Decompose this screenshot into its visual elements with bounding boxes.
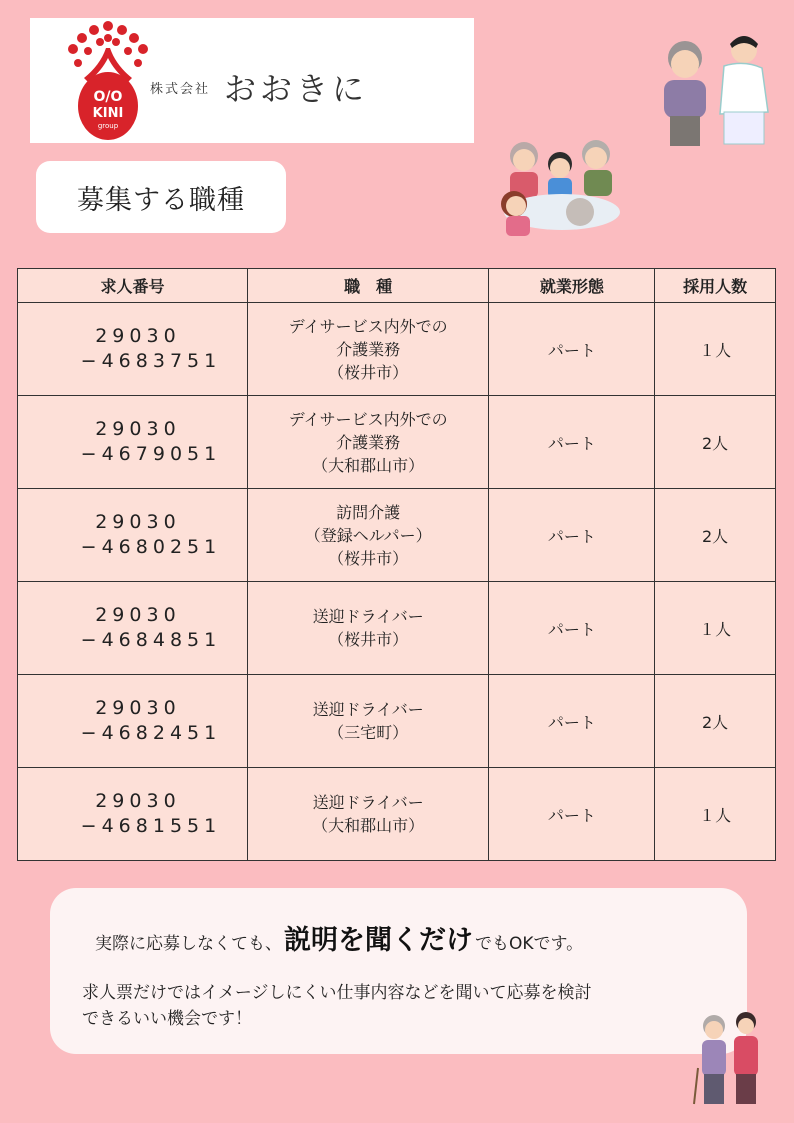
job-number-suffix: −4682451 [80, 722, 222, 744]
job-number-cell [18, 675, 248, 768]
notice-post: でもOKです。 [475, 934, 584, 954]
notice-pre: 実際に応募しなくても、 [95, 934, 282, 954]
job-title-cell [247, 396, 489, 489]
emblem-sub: KINI [92, 106, 124, 121]
job-location: （大和郡山市） [312, 455, 425, 475]
job-title-cell [247, 675, 489, 768]
notice-line-2a: 求人票だけではイメージしにくい仕事内容などを聞いて応募を検討 [82, 983, 592, 1003]
job-number-suffix: −4684851 [80, 629, 222, 651]
job-title-line: デイサービス内外での [288, 316, 448, 336]
hire-count-cell: 2人 [655, 396, 776, 489]
job-location: （桜井市） [328, 630, 409, 649]
job-number-cell [18, 303, 248, 396]
employment-type-cell: パート [489, 675, 655, 768]
job-title-line: デイサービス内外での [288, 409, 448, 429]
notice-line-1 [95, 918, 583, 957]
job-title-line: 送迎ドライバー [312, 700, 424, 719]
caregiver-elderly-illustration [650, 22, 778, 150]
job-table [17, 268, 776, 861]
company-logo-box [30, 18, 474, 143]
hire-count-cell: 2人 [655, 675, 776, 768]
job-number-suffix: −4683751 [80, 350, 222, 372]
notice-highlight: 説明を聞くだけ [284, 925, 473, 956]
header-count: 採用人数 [655, 269, 776, 303]
job-title-line: （登録ヘルパー） [304, 525, 432, 545]
emblem-group: group [97, 122, 119, 130]
job-number-suffix: −4681551 [80, 815, 222, 837]
notice-line-2b: できるいい機会です！ [82, 1009, 252, 1029]
job-number-prefix: 29030 [95, 604, 181, 626]
job-location: （三宅町） [328, 723, 409, 742]
job-title-line: 介護業務 [336, 432, 401, 452]
job-number-cell [18, 396, 248, 489]
job-title-line: 介護業務 [336, 339, 401, 359]
emblem-text: O/O [93, 89, 123, 105]
table-row [18, 489, 776, 582]
job-number-prefix: 29030 [95, 418, 181, 440]
job-number-suffix: −4680251 [80, 536, 222, 558]
job-title-line: 送迎ドライバー [312, 793, 424, 812]
hire-count-cell: １人 [655, 303, 776, 396]
job-number-prefix: 29030 [95, 697, 181, 719]
notice-line-2 [82, 980, 592, 1032]
company-name [150, 64, 368, 110]
table-row [18, 303, 776, 396]
header-number: 求人番号 [18, 269, 248, 303]
employment-type-cell: パート [489, 303, 655, 396]
tree-logo-icon [58, 18, 158, 143]
table-header-row [18, 269, 776, 303]
job-number-cell [18, 489, 248, 582]
employment-type-cell: パート [489, 582, 655, 675]
table-row [18, 675, 776, 768]
job-title-line: 訪問介護 [336, 502, 401, 522]
employment-type-cell: パート [489, 768, 655, 861]
header-type: 就業形態 [489, 269, 655, 303]
job-title-cell [247, 582, 489, 675]
job-title-cell [247, 303, 489, 396]
job-location: （桜井市） [328, 548, 409, 568]
company-prefix: 株式会社 [150, 81, 211, 97]
job-title-line: 送迎ドライバー [312, 607, 424, 626]
job-number-cell [18, 582, 248, 675]
notice-box [50, 888, 747, 1054]
job-title-cell [247, 489, 489, 582]
employment-type-cell: パート [489, 396, 655, 489]
job-location: （大和郡山市） [312, 816, 425, 835]
header-job: 職 種 [247, 269, 489, 303]
table-row [18, 582, 776, 675]
job-number-prefix: 29030 [95, 790, 181, 812]
employment-type-cell: パート [489, 489, 655, 582]
walking-elderly-illustration [690, 1008, 770, 1108]
job-number-prefix: 29030 [95, 511, 181, 533]
table-row [18, 396, 776, 489]
job-number-cell [18, 768, 248, 861]
hire-count-cell: 2人 [655, 489, 776, 582]
hire-count-cell: １人 [655, 768, 776, 861]
job-number-suffix: −4679051 [80, 443, 222, 465]
hire-count-cell: １人 [655, 582, 776, 675]
group-table-illustration [496, 130, 621, 240]
job-title-cell [247, 768, 489, 861]
section-title: 募集する職種 [36, 161, 286, 233]
job-number-prefix: 29030 [95, 325, 181, 347]
job-location: （桜井市） [328, 362, 409, 382]
company-title: おおきに [224, 70, 369, 108]
table-row [18, 768, 776, 861]
